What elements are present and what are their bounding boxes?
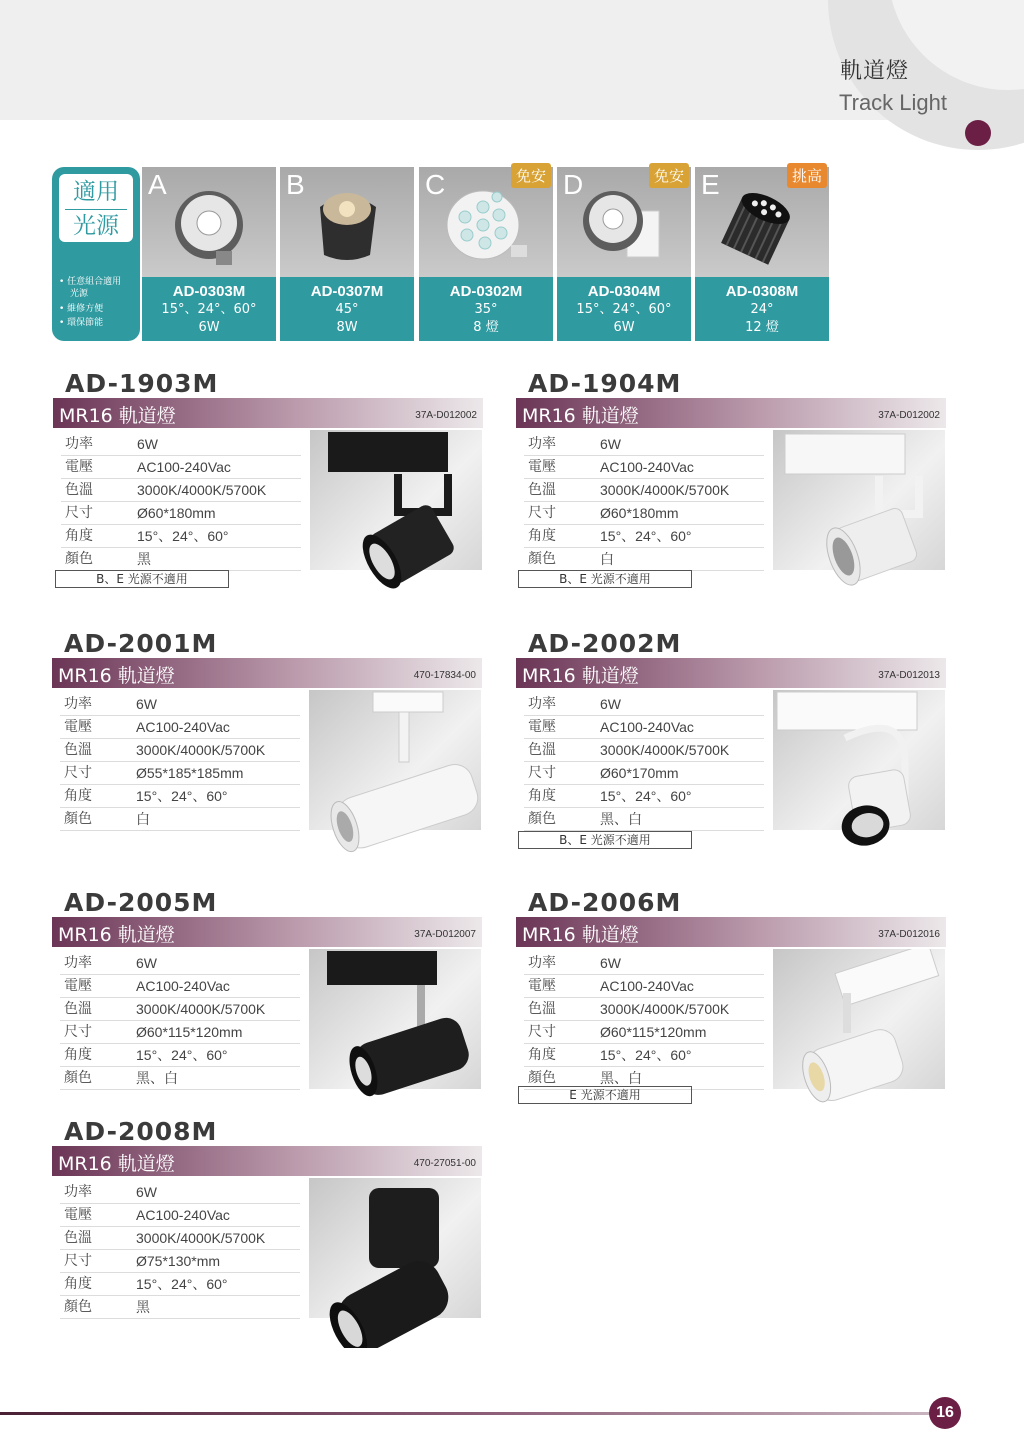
- spec-value: Ø75*130*mm: [136, 1253, 221, 1269]
- track-light-icon: [309, 949, 481, 1119]
- product-type: MR16 軌道燈: [58, 665, 175, 687]
- spec-key: 顏色: [64, 1299, 92, 1315]
- product-type-bar: [516, 398, 946, 428]
- spec-value: AC100-240Vac: [600, 459, 694, 475]
- spec-row: [524, 785, 764, 808]
- product-model: AD-2005M: [64, 888, 218, 917]
- product-type-bar: [52, 917, 482, 947]
- spec-key: 色溫: [65, 482, 93, 498]
- source-power: 8 燈: [473, 320, 499, 335]
- spec-row: [61, 548, 301, 571]
- product-photo: [309, 690, 481, 830]
- spec-value: 3000K/4000K/5700K: [600, 1001, 730, 1017]
- spec-value: AC100-240Vac: [136, 1207, 230, 1223]
- spec-row: [524, 739, 764, 762]
- spec-value: 3000K/4000K/5700K: [136, 1001, 266, 1017]
- spec-key: 尺寸: [64, 1024, 92, 1040]
- spec-value: 15°、24°、60°: [136, 1047, 228, 1063]
- product-photo: [773, 949, 945, 1089]
- spec-key: 色溫: [528, 482, 556, 498]
- spec-value: 6W: [136, 696, 157, 712]
- spec-key: 尺寸: [65, 505, 93, 521]
- spec-row: [60, 716, 300, 739]
- heading-line-2: 光源: [65, 209, 127, 243]
- product-model: AD-2006M: [528, 888, 682, 917]
- spec-value: Ø60*170mm: [600, 765, 679, 781]
- source-power: 6W: [613, 320, 635, 335]
- spec-row: [524, 808, 764, 831]
- product-photo: [309, 949, 481, 1089]
- spec-value: 白: [136, 811, 150, 827]
- spec-row: [61, 433, 301, 456]
- spec-row: [524, 548, 764, 571]
- spec-key: 色溫: [64, 742, 92, 758]
- spec-value: 黑、白: [600, 1070, 642, 1086]
- spec-value: 黑: [136, 1299, 150, 1315]
- source-card-b: [280, 167, 414, 341]
- spec-key: 電壓: [528, 978, 556, 994]
- spec-value: 3000K/4000K/5700K: [137, 482, 267, 498]
- source-tag: 挑高: [787, 163, 827, 188]
- spec-row: [60, 1227, 300, 1250]
- spec-row: [61, 479, 301, 502]
- spec-value: 15°、24°、60°: [136, 1276, 228, 1292]
- product-model: AD-1904M: [528, 369, 682, 398]
- spec-value: Ø60*180mm: [600, 505, 679, 521]
- spec-key: 尺寸: [64, 1253, 92, 1269]
- spec-table: [60, 1181, 300, 1319]
- spec-table: [61, 433, 301, 571]
- product-type-bar: [516, 658, 946, 688]
- spec-row: [524, 716, 764, 739]
- source-info: [419, 277, 553, 341]
- spec-value: 6W: [600, 696, 621, 712]
- compat-note: B、E 光源不適用: [55, 570, 229, 588]
- spec-row: [524, 693, 764, 716]
- product-model: AD-2001M: [64, 629, 218, 658]
- product-ad-2001m: [52, 629, 482, 859]
- spec-key: 尺寸: [64, 765, 92, 781]
- source-info: [557, 277, 691, 341]
- spec-key: 色溫: [64, 1001, 92, 1017]
- spec-value: 15°、24°、60°: [136, 788, 228, 804]
- spec-key: 功率: [528, 436, 556, 452]
- spec-key: 角度: [64, 788, 92, 804]
- spec-key: 電壓: [528, 459, 556, 475]
- source-angle: 15°、24°、60°: [576, 302, 672, 317]
- spec-value: Ø55*185*185mm: [136, 765, 244, 781]
- spec-row: [524, 502, 764, 525]
- spec-row: [60, 1204, 300, 1227]
- spec-value: 15°、24°、60°: [600, 528, 692, 544]
- spec-row: [61, 525, 301, 548]
- product-type: MR16 軌道燈: [522, 665, 639, 687]
- spec-row: [60, 1296, 300, 1319]
- accent-dot: [965, 120, 991, 146]
- product-type: MR16 軌道燈: [58, 1153, 175, 1175]
- product-ad-2006m: [516, 888, 946, 1118]
- spec-key: 角度: [528, 1047, 556, 1063]
- spec-value: 3000K/4000K/5700K: [600, 482, 730, 498]
- spec-key: 顏色: [528, 811, 556, 827]
- spec-value: 6W: [600, 955, 621, 971]
- track-light-icon: [309, 690, 481, 860]
- spec-value: 白: [600, 551, 614, 567]
- product-code: 37A-D012007: [414, 929, 476, 940]
- product-ad-1903m: [53, 369, 483, 599]
- spec-row: [60, 1067, 300, 1090]
- product-code: 37A-D012002: [415, 410, 477, 421]
- spec-key: 顏色: [528, 1070, 556, 1086]
- product-type: MR16 軌道燈: [59, 405, 176, 427]
- spec-key: 尺寸: [528, 505, 556, 521]
- source-model: AD-0308M: [725, 283, 799, 300]
- spec-value: 6W: [136, 1184, 157, 1200]
- product-type: MR16 軌道燈: [522, 405, 639, 427]
- spec-value: Ø60*180mm: [137, 505, 216, 521]
- spec-key: 顏色: [528, 551, 556, 567]
- source-info: [280, 277, 414, 341]
- product-ad-1904m: [516, 369, 946, 599]
- spec-row: [60, 808, 300, 831]
- spec-value: 15°、24°、60°: [600, 788, 692, 804]
- spec-row: [60, 693, 300, 716]
- spec-row: [60, 762, 300, 785]
- product-photo: [773, 430, 945, 570]
- spec-key: 電壓: [64, 719, 92, 735]
- footer-line: [0, 1412, 930, 1415]
- source-angle: 45°: [335, 302, 359, 317]
- track-light-icon: [773, 949, 945, 1119]
- product-ad-2002m: [516, 629, 946, 859]
- source-model: AD-0307M: [310, 283, 384, 300]
- source-letter: A: [148, 169, 167, 200]
- spec-value: AC100-240Vac: [137, 459, 231, 475]
- source-info: [142, 277, 276, 341]
- compat-note: B、E 光源不適用: [518, 570, 692, 588]
- product-photo: [310, 430, 482, 570]
- source-angle: 24°: [750, 302, 774, 317]
- source-angle: 15°、24°、60°: [161, 302, 257, 317]
- spec-row: [60, 1181, 300, 1204]
- product-type: MR16 軌道燈: [522, 924, 639, 946]
- spec-value: 3000K/4000K/5700K: [136, 742, 266, 758]
- spec-row: [61, 456, 301, 479]
- spec-value: 3000K/4000K/5700K: [136, 1230, 266, 1246]
- spec-value: AC100-240Vac: [136, 719, 230, 735]
- spec-key: 功率: [528, 955, 556, 971]
- spec-table: [524, 952, 764, 1090]
- spec-value: Ø60*115*120mm: [136, 1024, 243, 1040]
- spec-value: 15°、24°、60°: [600, 1047, 692, 1063]
- source-model: AD-0302M: [449, 283, 523, 300]
- spec-key: 色溫: [64, 1230, 92, 1246]
- spec-row: [60, 1273, 300, 1296]
- spec-row: [60, 1021, 300, 1044]
- spec-key: 電壓: [64, 978, 92, 994]
- source-model: AD-0304M: [587, 283, 661, 300]
- spec-row: [524, 456, 764, 479]
- source-letter: E: [701, 169, 720, 200]
- compat-note: B、E 光源不適用: [518, 831, 692, 849]
- spec-row: [60, 998, 300, 1021]
- spec-value: 6W: [137, 436, 158, 452]
- spec-key: 電壓: [64, 1207, 92, 1223]
- spec-key: 功率: [65, 436, 93, 452]
- product-model: AD-2002M: [528, 629, 682, 658]
- source-info: [695, 277, 829, 341]
- category-title: 軌道燈: [840, 59, 910, 84]
- spec-row: [60, 952, 300, 975]
- category-subtitle: Track Light: [839, 90, 948, 115]
- product-type-bar: [53, 398, 483, 428]
- spec-value: 6W: [136, 955, 157, 971]
- product-type-bar: [52, 658, 482, 688]
- product-ad-2008m: [52, 1117, 482, 1347]
- feature-bullet: • 維修方便: [59, 304, 104, 314]
- spec-value: 6W: [600, 436, 621, 452]
- spec-row: [61, 502, 301, 525]
- source-model: AD-0303M: [172, 283, 246, 300]
- spec-key: 顏色: [64, 811, 92, 827]
- spec-table: [60, 693, 300, 831]
- source-power: 8W: [336, 320, 358, 335]
- spec-key: 角度: [65, 528, 93, 544]
- spec-table: [60, 952, 300, 1090]
- product-code: 37A-D012002: [878, 410, 940, 421]
- spec-key: 顏色: [65, 551, 93, 567]
- spec-key: 色溫: [528, 742, 556, 758]
- product-type: MR16 軌道燈: [58, 924, 175, 946]
- source-letter: B: [286, 169, 305, 200]
- light-source-heading: [59, 174, 133, 242]
- spec-row: [524, 525, 764, 548]
- track-light-icon: [773, 690, 945, 860]
- spec-value: AC100-240Vac: [600, 978, 694, 994]
- spec-key: 角度: [64, 1047, 92, 1063]
- spec-row: [524, 762, 764, 785]
- spec-row: [524, 998, 764, 1021]
- feature-bullet: • 環保節能: [59, 318, 104, 328]
- feature-bullet: 光源: [70, 289, 89, 299]
- spec-row: [524, 1021, 764, 1044]
- source-card-a: [142, 167, 276, 341]
- spec-row: [60, 975, 300, 998]
- product-photo: [309, 1178, 481, 1318]
- spec-value: 黑: [137, 551, 151, 567]
- spec-key: 色溫: [528, 1001, 556, 1017]
- spec-value: 15°、24°、60°: [137, 528, 229, 544]
- spec-key: 電壓: [528, 719, 556, 735]
- spec-value: 黑、白: [600, 811, 642, 827]
- spec-row: [60, 1250, 300, 1273]
- heading-line-1: 適用: [73, 179, 119, 205]
- spec-row: [524, 952, 764, 975]
- spec-row: [60, 739, 300, 762]
- track-light-icon: [773, 430, 945, 600]
- spec-key: 功率: [64, 696, 92, 712]
- track-light-icon: [309, 1178, 481, 1348]
- spec-value: 3000K/4000K/5700K: [600, 742, 730, 758]
- spec-value: 黑、白: [136, 1070, 178, 1086]
- light-source-panel: [52, 167, 140, 341]
- product-model: AD-2008M: [64, 1117, 218, 1146]
- product-code: 470-27051-00: [413, 1158, 476, 1169]
- spec-key: 功率: [64, 1184, 92, 1200]
- spec-key: 角度: [64, 1276, 92, 1292]
- product-type-bar: [516, 917, 946, 947]
- spec-key: 角度: [528, 528, 556, 544]
- spec-key: 尺寸: [528, 765, 556, 781]
- product-type-bar: [52, 1146, 482, 1176]
- spec-row: [60, 1044, 300, 1067]
- spec-row: [524, 975, 764, 998]
- product-ad-2005m: [52, 888, 482, 1118]
- product-model: AD-1903M: [65, 369, 219, 398]
- source-power: 12 燈: [745, 320, 779, 335]
- spec-value: AC100-240Vac: [136, 978, 230, 994]
- spec-key: 顏色: [64, 1070, 92, 1086]
- spec-key: 尺寸: [528, 1024, 556, 1040]
- product-code: 37A-D012013: [878, 670, 940, 681]
- spec-key: 電壓: [65, 459, 93, 475]
- source-card-d: [557, 167, 691, 341]
- spec-table: [524, 433, 764, 571]
- source-tag: 免安: [649, 163, 689, 188]
- spec-key: 功率: [528, 696, 556, 712]
- source-letter: D: [563, 169, 584, 200]
- page-number: 16: [929, 1397, 961, 1429]
- spec-table: [524, 693, 764, 831]
- source-tag: 免安: [511, 163, 551, 188]
- feature-bullet: • 任意組合適用: [59, 277, 122, 287]
- spec-value: Ø60*115*120mm: [600, 1024, 707, 1040]
- spec-row: [524, 479, 764, 502]
- product-code: 37A-D012016: [878, 929, 940, 940]
- spec-row: [60, 785, 300, 808]
- source-angle: 35°: [474, 302, 498, 317]
- spec-row: [524, 433, 764, 456]
- spec-key: 功率: [64, 955, 92, 971]
- source-letter: C: [425, 169, 446, 200]
- compat-note: E 光源不適用: [518, 1086, 692, 1104]
- source-card-c: [419, 167, 553, 341]
- product-code: 470-17834-00: [413, 670, 476, 681]
- product-photo: [773, 690, 945, 830]
- track-light-icon: [310, 430, 482, 600]
- source-card-e: [695, 167, 829, 341]
- spec-row: [524, 1044, 764, 1067]
- source-power: 6W: [198, 320, 220, 335]
- spec-value: AC100-240Vac: [600, 719, 694, 735]
- spec-key: 角度: [528, 788, 556, 804]
